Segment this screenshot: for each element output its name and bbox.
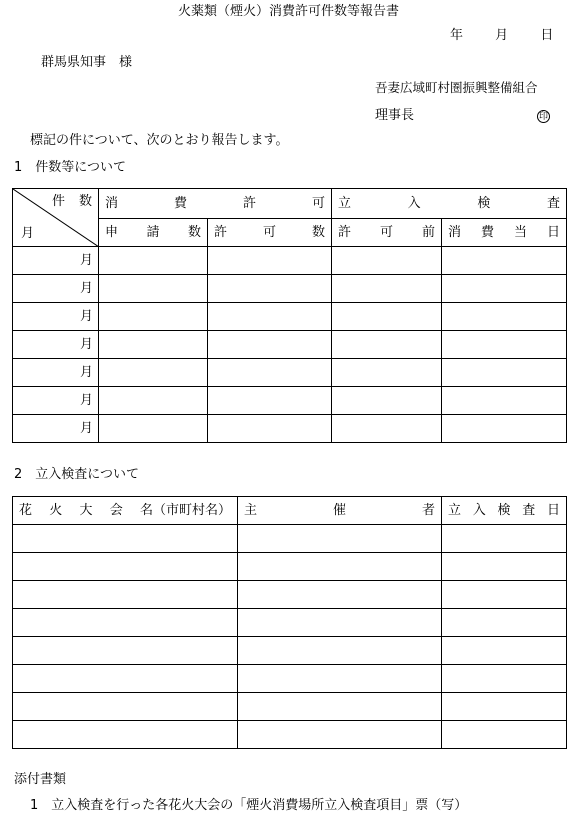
input-cell[interactable]: [442, 693, 567, 721]
col-inspection-date: 立 入 検 査 日: [442, 497, 567, 525]
table-row: [13, 581, 567, 609]
year-label: 年: [450, 28, 464, 43]
input-cell[interactable]: [442, 721, 567, 749]
col-organizer: 主 催 者: [238, 497, 442, 525]
input-cell[interactable]: [332, 331, 442, 359]
input-cell[interactable]: [13, 525, 238, 553]
input-cell[interactable]: [442, 359, 567, 387]
input-cell[interactable]: [238, 665, 442, 693]
input-cell[interactable]: [238, 637, 442, 665]
input-cell[interactable]: [13, 581, 238, 609]
input-cell[interactable]: [442, 415, 567, 443]
col-permits: 許 可 数: [208, 219, 332, 247]
input-cell[interactable]: [442, 525, 567, 553]
table-row: [13, 359, 567, 387]
input-cell[interactable]: [442, 275, 567, 303]
count-table: [12, 188, 567, 443]
month-label: 月: [495, 28, 509, 43]
table-row: [13, 665, 567, 693]
table-row: [13, 331, 567, 359]
input-cell[interactable]: [238, 609, 442, 637]
input-cell[interactable]: [332, 359, 442, 387]
table-row: [13, 721, 567, 749]
document-title: 火薬類（煙火）消費許可件数等報告書: [177, 4, 399, 19]
col-before-permit: 許 可 前: [332, 219, 442, 247]
month-label: 月: [13, 247, 99, 275]
col-event-name: 花 火 大 会 名（市町村名）: [13, 497, 238, 525]
corner-diagonal-cell: [13, 189, 99, 247]
input-cell[interactable]: [99, 303, 208, 331]
corner-top-label: 件 数: [52, 194, 92, 209]
input-cell[interactable]: [442, 331, 567, 359]
input-cell[interactable]: [238, 721, 442, 749]
input-cell[interactable]: [238, 553, 442, 581]
input-cell[interactable]: [442, 665, 567, 693]
section2-heading: 2 立入検査について: [14, 467, 140, 482]
month-label: 月: [13, 331, 99, 359]
intro-text: 標記の件について、次のとおり報告します。: [30, 133, 289, 148]
input-cell[interactable]: [332, 415, 442, 443]
input-cell[interactable]: [13, 609, 238, 637]
group-consumption-permit: 消 費 許 可: [99, 189, 332, 219]
sender-position: 理事長: [375, 108, 415, 123]
table-row: [13, 275, 567, 303]
month-label: 月: [13, 303, 99, 331]
input-cell[interactable]: [442, 247, 567, 275]
input-cell[interactable]: [13, 665, 238, 693]
input-cell[interactable]: [208, 303, 332, 331]
col-applications: 申 請 数: [99, 219, 208, 247]
input-cell[interactable]: [208, 331, 332, 359]
corner-bottom-label: 月: [21, 226, 35, 241]
input-cell[interactable]: [208, 275, 332, 303]
input-cell[interactable]: [13, 693, 238, 721]
month-label: 月: [13, 359, 99, 387]
input-cell[interactable]: [332, 387, 442, 415]
group-inspection: 立 入 検 査: [332, 189, 567, 219]
input-cell[interactable]: [208, 247, 332, 275]
input-cell[interactable]: [208, 387, 332, 415]
table-row: [13, 387, 567, 415]
seal-icon: 印: [538, 112, 548, 122]
table-row: [13, 693, 567, 721]
input-cell[interactable]: [99, 415, 208, 443]
month-label: 月: [13, 415, 99, 443]
input-cell[interactable]: [99, 387, 208, 415]
addressee: 群馬県知事 様: [41, 55, 133, 70]
count-table-body: [13, 247, 567, 443]
table-row: [13, 553, 567, 581]
table-row: [13, 303, 567, 331]
input-cell[interactable]: [238, 525, 442, 553]
seal-mark: [537, 108, 550, 124]
inspection-table: [12, 496, 567, 749]
input-cell[interactable]: [442, 553, 567, 581]
attachment-item: 1 立入検査を行った各花火大会の「煙火消費場所立入検査項目」票（写）: [30, 798, 468, 813]
input-cell[interactable]: [442, 637, 567, 665]
sender-organization: 吾妻広域町村圏振興整備組合: [375, 80, 538, 95]
month-label: 月: [13, 387, 99, 415]
input-cell[interactable]: [13, 637, 238, 665]
input-cell[interactable]: [238, 693, 442, 721]
attachments-heading: 添付書類: [14, 772, 67, 787]
input-cell[interactable]: [442, 609, 567, 637]
input-cell[interactable]: [208, 415, 332, 443]
table-row: [13, 525, 567, 553]
input-cell[interactable]: [13, 721, 238, 749]
input-cell[interactable]: [99, 331, 208, 359]
table-row: [13, 247, 567, 275]
input-cell[interactable]: [442, 303, 567, 331]
input-cell[interactable]: [442, 581, 567, 609]
table-row: [13, 637, 567, 665]
input-cell[interactable]: [99, 275, 208, 303]
input-cell[interactable]: [13, 553, 238, 581]
input-cell[interactable]: [332, 275, 442, 303]
section1-heading: 1 件数等について: [14, 160, 127, 175]
input-cell[interactable]: [99, 359, 208, 387]
input-cell[interactable]: [332, 303, 442, 331]
day-label: 日: [540, 28, 554, 43]
input-cell[interactable]: [442, 387, 567, 415]
input-cell[interactable]: [332, 247, 442, 275]
table-row: [13, 415, 567, 443]
month-label: 月: [13, 275, 99, 303]
input-cell[interactable]: [238, 581, 442, 609]
date-line: [450, 28, 553, 44]
inspection-table-body: [13, 525, 567, 749]
table-row: [13, 609, 567, 637]
input-cell[interactable]: [99, 247, 208, 275]
col-consumption-day: 消 費 当 日: [442, 219, 567, 247]
input-cell[interactable]: [208, 359, 332, 387]
